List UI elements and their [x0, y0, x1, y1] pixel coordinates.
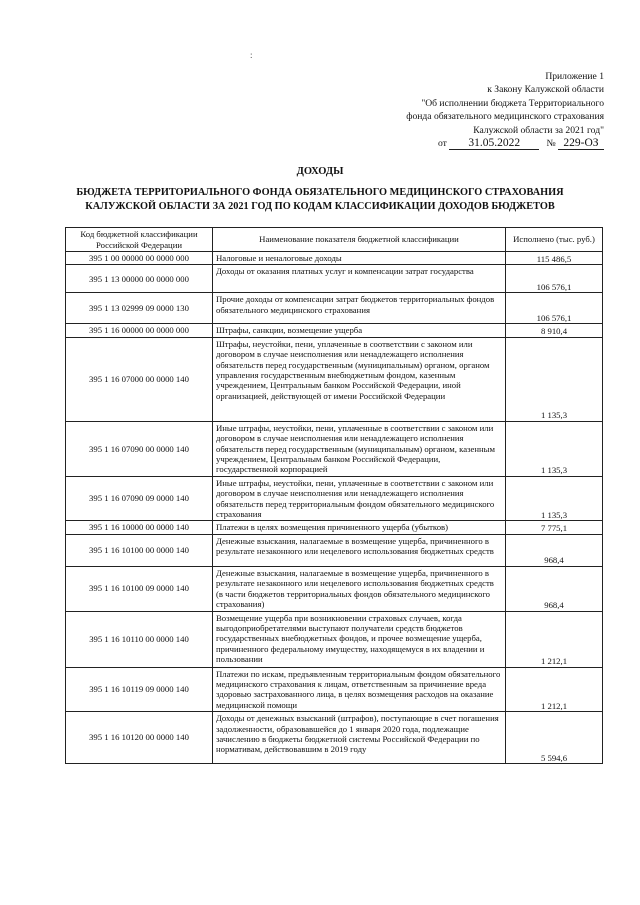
header-code: Код бюджетной классификации Российской Федерации: [66, 228, 213, 252]
row-code: 395 1 16 00000 00 0000 000: [66, 324, 213, 337]
row-name: Штрафы, санкции, возмещение ущерба: [213, 324, 506, 337]
document-title: ДОХОДЫ: [296, 166, 344, 177]
row-value: 1 135,3: [506, 476, 603, 521]
law-date: 31.05.2022: [449, 137, 539, 150]
row-code: 395 1 13 02999 09 0000 130: [66, 293, 213, 324]
row-name: Прочие доходы от компенсации затрат бюджетов территориальных фондов обязательного медицинского страхования: [213, 293, 506, 324]
row-value: 1 135,3: [506, 337, 603, 421]
scan-mark: :: [250, 50, 253, 60]
table-row: [66, 265, 603, 293]
row-code: 395 1 16 07090 00 0000 140: [66, 421, 213, 476]
row-code: 395 1 16 10110 00 0000 140: [66, 611, 213, 667]
table-row: [66, 476, 603, 521]
table-row: [66, 667, 603, 712]
table-row: [66, 324, 603, 337]
appendix-line: Калужской области за 2021 год": [473, 124, 604, 136]
row-name: Денежные взыскания, налагаемые в возмещение ущерба, причиненного в результате незаконного или нецелевого использования бюджетных средств: [213, 534, 506, 566]
row-name: Иные штрафы, неустойки, пени, уплаченные в соответствии с законом или договором в случае неисполнения или ненадлежащего исполнения обязательств перед государственным (муниципальным) органом, казенным учреждением, Центральным банком Российской Федерации, государственной корпорацией: [213, 421, 506, 476]
row-code: 395 1 16 10100 09 0000 140: [66, 566, 213, 611]
law-number: 229-ОЗ: [558, 137, 604, 150]
table-row: [66, 566, 603, 611]
appendix-line: Приложение 1: [545, 71, 604, 82]
row-value: 106 576,1: [506, 293, 603, 324]
table-row: [66, 534, 603, 566]
revenue-table: [65, 227, 603, 764]
row-name: Доходы от денежных взысканий (штрафов), поступающие в счет погашения задолженности, образовавшейся до 1 января 2020 года, подлежащие зачислению в бюджеты бюджетной системы Российской Федерации по нормативам, действовавшим в 2019 году: [213, 712, 506, 764]
row-value: 1 135,3: [506, 421, 603, 476]
row-code: 395 1 13 00000 00 0000 000: [66, 265, 213, 293]
row-name: Иные штрафы, неустойки, пени, уплаченные в соответствии с законом или договором в случае неисполнения или ненадлежащего исполнения обязательств перед территориальным фондом обязательного медицинского страхования: [213, 476, 506, 521]
row-code: 395 1 00 00000 00 0000 000: [66, 252, 213, 265]
table-row: [66, 421, 603, 476]
row-value: 8 910,4: [506, 324, 603, 337]
row-value: 115 486,5: [506, 252, 603, 265]
row-name: Штрафы, неустойки, пени, уплаченные в соответствии с законом или договором в случае неисполнения или ненадлежащего исполнения обязательств перед государственным (муниципальным) органом, органом управления государственным внебюджетным фондом, казенным учреждением, Центральным банком Российской Федерации, иной организацией, действующей от имени Российской Федерации: [213, 337, 506, 421]
row-name: Платежи в целях возмещения причиненного ущерба (убытков): [213, 521, 506, 534]
header-value: Исполнено (тыс. руб.): [506, 228, 603, 252]
row-code: 395 1 16 10000 00 0000 140: [66, 521, 213, 534]
row-code: 395 1 16 10119 09 0000 140: [66, 667, 213, 712]
table-row: [66, 712, 603, 764]
table-row: [66, 521, 603, 534]
header-name: Наименование показателя бюджетной классификации: [213, 228, 506, 252]
row-code: 395 1 16 07090 09 0000 140: [66, 476, 213, 521]
law-signature-line: [406, 137, 604, 150]
row-code: 395 1 16 07000 00 0000 140: [66, 337, 213, 421]
row-name: Налоговые и неналоговые доходы: [213, 252, 506, 265]
row-name: Платежи по искам, предъявленным территориальным фондом обязательного медицинского страхования к лицам, ответственным за причинение вреда здоровью застрахованного лица, в целях возмещения расходов на оказание медицинской помощи: [213, 667, 506, 712]
row-value: 5 594,6: [506, 712, 603, 764]
row-code: 395 1 16 10100 00 0000 140: [66, 534, 213, 566]
row-value: 1 212,1: [506, 611, 603, 667]
appendix-line: фонда обязательного медицинского страхования: [406, 111, 604, 123]
row-value: 968,4: [506, 534, 603, 566]
number-label: №: [546, 138, 556, 150]
table-header-row: [66, 228, 603, 252]
table-row: [66, 293, 603, 324]
document-subtitle: БЮДЖЕТА ТЕРРИТОРИАЛЬНОГО ФОНДА ОБЯЗАТЕЛЬНОГО МЕДИЦИНСКОГО СТРАХОВАНИЯ КАЛУЖСКОЙ ОБЛАСТИ ЗА 2021 ГОД ПО КОДАМ КЛАССИФИКАЦИИ ДОХОДОВ БЮДЖЕТОВ: [76, 187, 564, 212]
table-row: [66, 337, 603, 421]
row-value: 7 775,1: [506, 521, 603, 534]
row-value: 106 576,1: [506, 265, 603, 293]
table-row: [66, 252, 603, 265]
appendix-line: к Закону Калужской области: [487, 84, 604, 96]
row-value: 1 212,1: [506, 667, 603, 712]
row-code: 395 1 16 10120 00 0000 140: [66, 712, 213, 764]
row-name: Доходы от оказания платных услуг и компенсации затрат государства: [213, 265, 506, 293]
appendix-block: [406, 70, 604, 150]
appendix-line: "Об исполнении бюджета Территориального: [421, 97, 604, 109]
row-value: 968,4: [506, 566, 603, 611]
row-name: Денежные взыскания, налагаемые в возмещение ущерба, причиненного в результате незаконного или нецелевого использования бюджетных средств (в части бюджетов территориальных фондов обязательного медицинского страхования): [213, 566, 506, 611]
from-label: от: [437, 138, 447, 150]
row-name: Возмещение ущерба при возникновении страховых случаев, когда выгодоприобретателями выступают получатели средств бюджетов государственных внебюджетных фондов, и прочее возмещение ущерба, причиненного федеральному имуществу, находящемуся в их владении и пользовании: [213, 611, 506, 667]
table-row: [66, 611, 603, 667]
